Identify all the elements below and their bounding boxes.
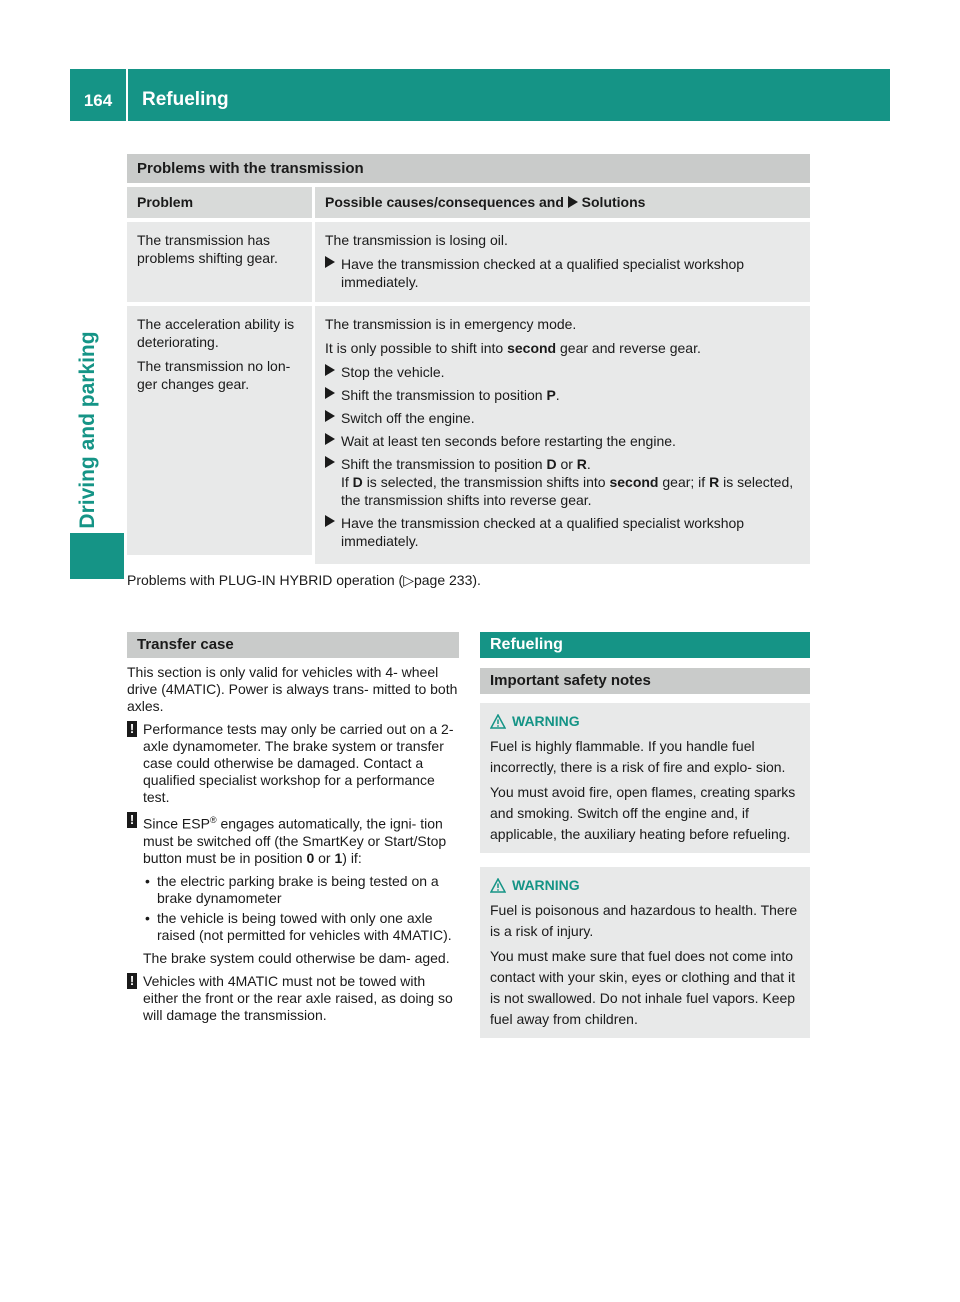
solution-step: Have the transmission checked at a qualified specialist workshop immediately. [325,255,800,291]
transfer-case-section [127,632,459,1030]
refueling-section [480,632,810,1038]
column-header-solutions: Possible causes/consequences and Solutions [315,187,810,218]
header-divider [126,69,128,121]
warning-icon [490,714,506,729]
solution-step: Stop the vehicle. [325,363,800,381]
table-row [127,222,810,302]
list-item: • the electric parking brake is being tested on a brake dynamometer [145,872,439,906]
page-ref-link[interactable]: page 233). [413,572,481,588]
solution-step: Wait at least ten seconds before restarting the engine. [325,432,800,450]
action-arrow-icon [325,410,335,422]
exclamation-icon: ! [127,812,137,828]
warning-title: WARNING [512,713,580,729]
page-header [70,69,890,121]
intro-text: This section is only valid for vehicles with 4- wheel drive (4MATIC). Power is always trans- mitted to both axles. [127,664,458,714]
caution-note: ! Since ESP® engages automatically, the igni- tion must be switched off (the SmartKey or Start/Stop button must be in position 0 or 1) if: [127,812,459,867]
caution-note: ! Vehicles with 4MATIC must not be towed with either the front or the rear axle raised, as doing so will damage the transmission. [127,973,459,1024]
warning-icon [490,878,506,893]
warning-box [480,867,810,1038]
exclamation-icon: ! [127,721,137,737]
list-item: • the vehicle is being towed with only one axle raised (not permitted for vehicles with 4MATIC). [145,909,452,943]
table-header-row [127,187,810,218]
solution-step: Shift the transmission to position P. [325,386,800,404]
problems-table [127,154,810,564]
warning-text: Fuel is poisonous and hazardous to health. There is a risk of injury. [490,902,798,939]
bullet-icon: • [145,909,150,926]
solution-step: Shift the transmission to position D or R. If D is selected, the transmission shifts into second gear; if R is selected, the transmission shifts into reverse gear. [325,455,800,509]
solution-step: Switch off the engine. [325,409,800,427]
cross-reference-note: Problems with PLUG-IN HYBRID operation (▷page 233). [127,572,481,588]
column-header-problem: Problem [127,187,312,218]
solution-cell: The transmission is in emergency mode. It is only possible to shift into second gear and reverse gear. Stop the vehicle. Shift the transmission to position P. Switch off the engine. Wait at least ten seconds before restarting the engine. Shift the transmission to position D or R. If D is selected, the transmission shifts into second gear; if R is selected, the transmission shifts into reverse gear. Have the transmission checked at a qualified specialist workshop immediately. [315,306,810,564]
warning-title: WARNING [512,877,580,893]
section-heading: Refueling [480,632,810,658]
table-row [127,306,810,564]
problem-cell: The acceleration ability is deteriorating. The transmission no lon- ger changes gear. [127,306,312,555]
section-heading: Transfer case [127,632,459,658]
side-tab-marker [70,533,124,579]
action-arrow-icon [325,364,335,376]
page-title: Refueling [142,89,229,110]
action-arrow-icon [325,256,335,268]
warning-box [480,703,810,853]
exclamation-icon: ! [127,973,137,989]
caution-note: ! Performance tests may only be carried out on a 2-axle dynamometer. The brake system or transfer case could otherwise be damaged. Contact a qualified specialist workshop for a performance test. [127,721,459,806]
action-arrow-icon [325,456,335,468]
page-number: 164 [83,91,113,110]
action-arrow-icon [325,433,335,445]
warning-text: You must avoid fire, open flames, creating sparks and smoking. Switch off the engine and, if applicable, the auxiliary heating before refueling. [490,784,796,842]
page-ref-arrow-icon: ▷ [403,572,414,588]
warning-text: You must make sure that fuel does not come into contact with your skin, eyes or clothing and that it is not swallowed. Do not inhale fuel vapors. Keep fuel away from children. [490,948,796,1027]
bullet-icon: • [145,872,150,889]
warning-text: Fuel is highly flammable. If you handle fuel incorrectly, there is a risk of fire and explo- sion. [490,738,786,775]
side-tab-label: Driving and parking [76,331,99,529]
subsection-heading: Important safety notes [480,668,810,694]
solution-cell: The transmission is losing oil. Have the transmission checked at a qualified specialist workshop immediately. [315,222,810,302]
body-text: The brake system could otherwise be dam- aged. [143,949,450,966]
problem-cell: The transmission has problems shifting gear. [127,222,312,302]
solution-step: Have the transmission checked at a qualified specialist workshop immediately. [325,514,800,550]
table-title: Problems with the transmission [127,154,810,183]
action-arrow-icon [325,515,335,527]
action-arrow-icon [325,387,335,399]
action-arrow-icon [568,196,578,208]
